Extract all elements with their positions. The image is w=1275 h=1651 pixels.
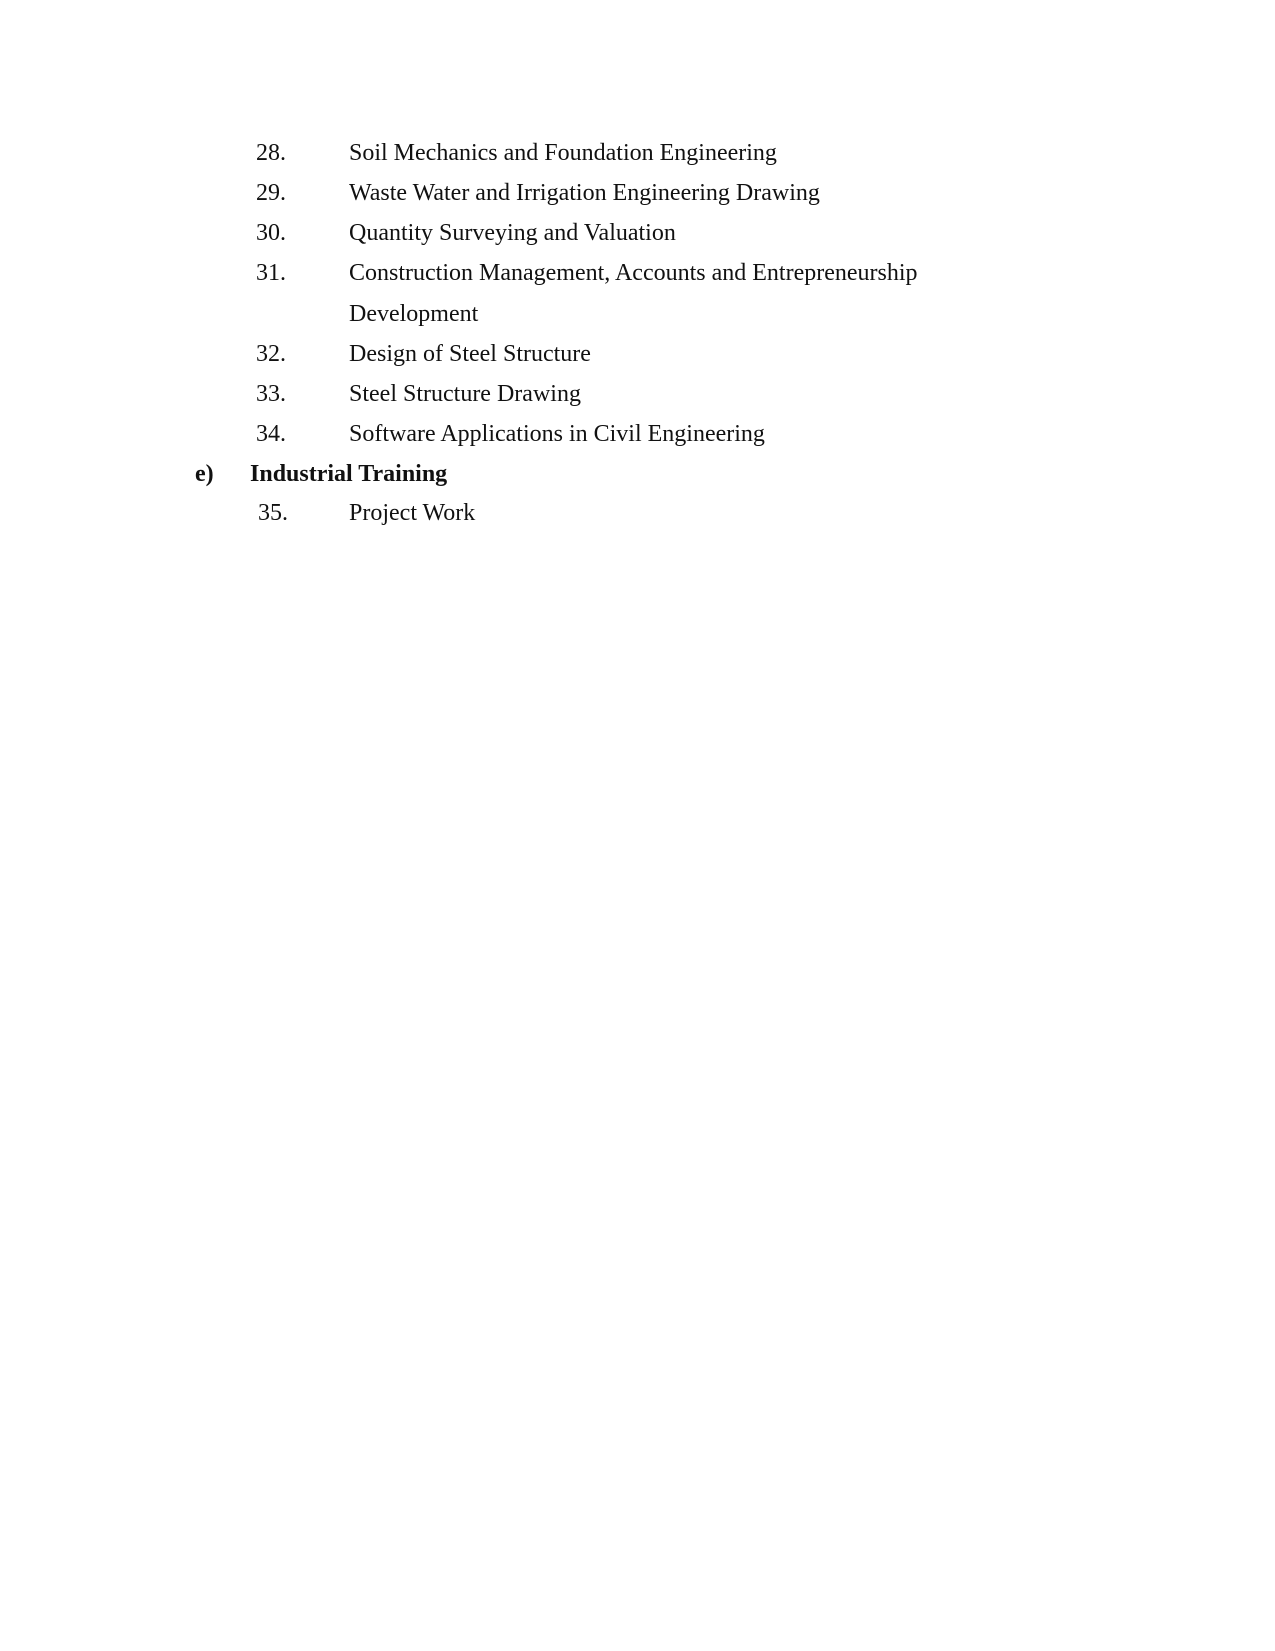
item-text: Software Applications in Civil Engineering xyxy=(349,421,765,447)
item-number: 28. xyxy=(256,140,286,166)
item-text: Steel Structure Drawing xyxy=(349,381,581,407)
item-number: 30. xyxy=(256,220,286,246)
item-text: Design of Steel Structure xyxy=(349,341,591,367)
item-text-continuation: Development xyxy=(349,301,479,327)
item-text: Construction Management, Accounts and Entrepreneurship xyxy=(349,260,918,286)
section-title: Industrial Training xyxy=(250,461,448,487)
item-number: 31. xyxy=(256,260,286,286)
item-number: 33. xyxy=(256,381,286,407)
item-number: 29. xyxy=(256,180,286,206)
item-number: 35. xyxy=(258,500,288,526)
item-number: 34. xyxy=(256,421,286,447)
item-text: Quantity Surveying and Valuation xyxy=(349,220,676,246)
section-letter: e) xyxy=(195,461,214,487)
item-text: Waste Water and Irrigation Engineering Drawing xyxy=(349,180,820,206)
item-number: 32. xyxy=(256,341,286,367)
item-text: Soil Mechanics and Foundation Engineering xyxy=(349,140,777,166)
item-text: Project Work xyxy=(349,500,476,526)
